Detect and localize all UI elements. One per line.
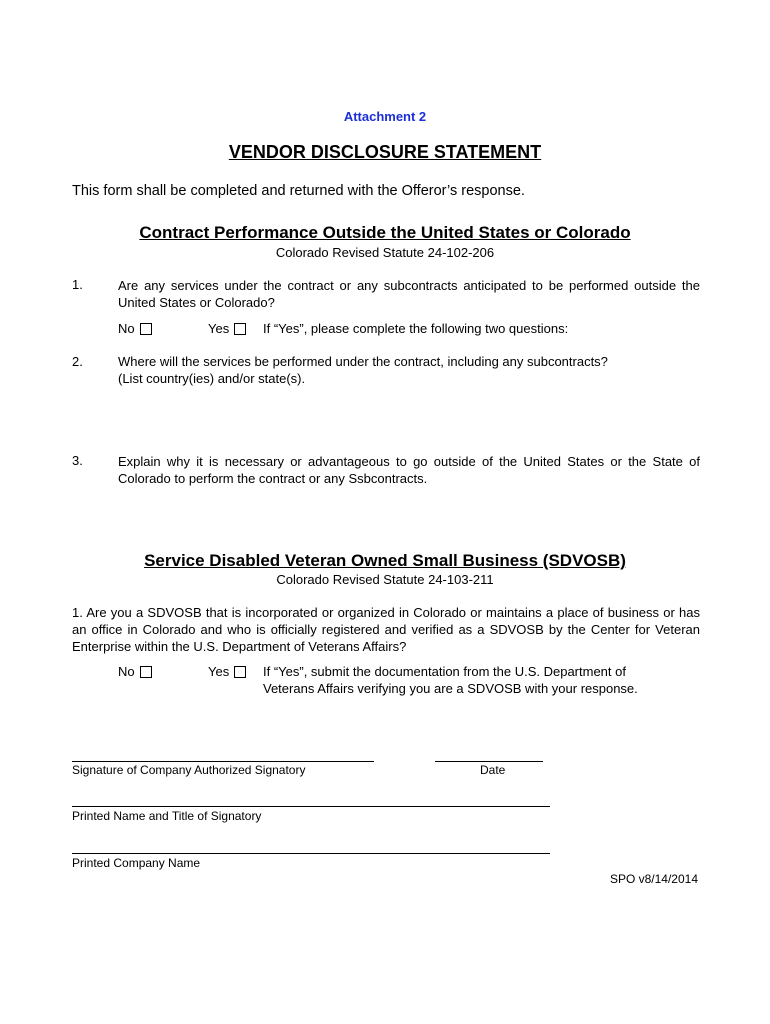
version-footer: SPO v8/14/2014	[609, 872, 698, 886]
company-name-label: Printed Company Name	[72, 856, 201, 870]
sdvosb-yes-option[interactable]	[208, 664, 246, 679]
q1-no-option[interactable]	[118, 321, 152, 336]
printed-name-line[interactable]	[72, 806, 550, 807]
q1-instruction: If “Yes”, please complete the following two questions:	[263, 321, 569, 336]
company-name-line[interactable]	[72, 853, 550, 854]
section2-title: Service Disabled Veteran Owned Small Business (SDVOSB)	[144, 551, 626, 570]
signature-label: Signature of Company Authorized Signatory	[72, 763, 306, 777]
intro-text: This form shall be completed and returned with the Offeror’s response.	[72, 183, 525, 199]
date-line[interactable]	[435, 761, 543, 762]
attachment-label: Attachment 2	[343, 109, 427, 124]
sdvosb-instruction-line2: Veterans Affairs verifying you are a SDVOSB with your response.	[263, 681, 638, 696]
sdvosb-instruction-line1: If “Yes”, submit the documentation from the U.S. Department of	[263, 664, 626, 679]
q1-yes-label: Yes	[208, 321, 230, 336]
sdvosb-yes-checkbox[interactable]	[234, 666, 246, 678]
question2-text-line2: (List country(ies) and/or state(s).	[118, 371, 306, 386]
question3-number: 3.	[72, 453, 83, 468]
question2-text-line1: Where will the services be performed under the contract, including any subcontracts?	[118, 354, 608, 369]
section1-title: Contract Performance Outside the United States or Colorado	[139, 223, 631, 242]
question1-number: 1.	[72, 277, 83, 292]
sdvosb-no-label: No	[118, 664, 135, 679]
q1-yes-option[interactable]	[208, 321, 246, 336]
document-title: VENDOR DISCLOSURE STATEMENT	[228, 142, 542, 162]
section2-statute: Colorado Revised Statute 24-103-211	[276, 572, 494, 587]
printed-name-label: Printed Name and Title of Signatory	[72, 809, 262, 823]
q1-yes-checkbox[interactable]	[234, 323, 246, 335]
sdvosb-no-checkbox[interactable]	[140, 666, 152, 678]
question1-text: Are any services under the contract or any subcontracts anticipated to be performed outside the United States or Colorado?	[118, 278, 700, 310]
section1-statute: Colorado Revised Statute 24-102-206	[275, 245, 495, 260]
question3-text: Explain why it is necessary or advantageous to go outside of the United States or the State of Colorado to perform the contract or any Ssbcontracts.	[118, 454, 700, 486]
q1-no-checkbox[interactable]	[140, 323, 152, 335]
sdvosb-no-option[interactable]	[118, 664, 152, 679]
q1-no-label: No	[118, 321, 135, 336]
signature-line[interactable]	[72, 761, 374, 762]
date-label: Date	[480, 763, 506, 777]
question2-number: 2.	[72, 354, 83, 369]
sdvosb-yes-label: Yes	[208, 664, 230, 679]
sdvosb-question-text: 1. Are you a SDVOSB that is incorporated or organized in Colorado or maintains a place of business or has an office in Colorado and who is officially registered and verified as a SDVOSB by the Center for Veteran Enterprise within the U.S. Department of Veterans Affairs?	[72, 605, 700, 654]
